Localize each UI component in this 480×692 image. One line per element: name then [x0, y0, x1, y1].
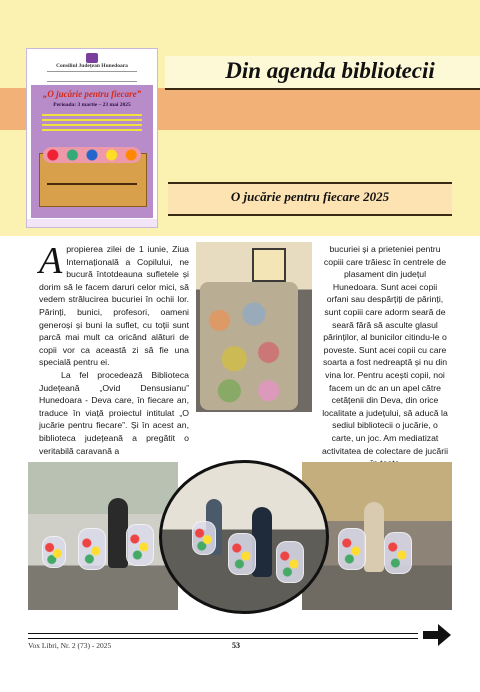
article-title: O jucărie pentru fiecare 2025: [230, 189, 390, 204]
toy-bag: [126, 524, 154, 566]
next-page-arrow-icon[interactable]: [423, 624, 451, 646]
toy-bag: [228, 533, 256, 575]
poster-title: „O jucărie pentru fiecare”: [42, 89, 142, 99]
toy-bag: [384, 532, 412, 574]
toy-bag: [42, 536, 66, 568]
article-paragraph-1: propierea zilei de 1 iunie, Ziua Internațională a Copilului, ne bucură întotdeauna sufletele și dorim să le facem daruri celor mici, să vedem strălucirea bucuriei în ochii lor. Părinți, bunici, profesori, oameni generoși și buni la suflet, cu toții sunt parcă mai mult ca oricând alături de copii vor ca această zi să fie una specială pentru ei.: [39, 244, 189, 368]
poster-org: Consiliul Județean Hunedoara: [56, 63, 128, 69]
photo-strip: [28, 462, 452, 610]
poster-org-lines: [47, 71, 137, 82]
photo-volunteers-left: [28, 462, 178, 610]
drop-cap: A: [39, 240, 63, 282]
photo-collected-toys: [196, 242, 312, 412]
article-column-1: [39, 240, 189, 457]
poster-text-lines: [31, 111, 153, 141]
box-caption-line: [47, 183, 137, 185]
poster-footer: [27, 219, 157, 227]
article-paragraph-2: La fel procedează Biblioteca Județeană „Ovid Densusianu” Hunedoara - Deva care, în fiecare an, traduce în viață proiectul intitulat „O jucărie pentru fiecare”. Și în acest an, biblioteca județeană a pregătit o veritabilă caravană a: [39, 369, 189, 456]
photo-window: [252, 248, 286, 282]
person-figure: [108, 498, 128, 568]
county-crest-icon: [86, 53, 98, 63]
person-figure: [364, 502, 384, 572]
campaign-poster: [26, 48, 158, 228]
footer-rule: [28, 633, 418, 639]
photo-volunteers-center: [159, 460, 329, 614]
toy-bag: [338, 528, 366, 570]
article-column-2: bucuriei și a prieteniei pentru copiii care trăiesc în centrele de plasament din județul Hunedoara. Sunt acei copii orfani sau despărțiți de părinți, sunt copiii care adorm seară de seară fără să asculte glasul părinților, al bunicilor citindu-le o poveste. Sunt acei copii cu care soarta a fost nedreaptă și nu din vina lor. Pentru acești copii, noi facem un dc an un apel către cetățenii din Deva, din orice localitate a județului, să aducă la sediul bibliotecii o jucărie, o carte, un joc. Am mediatizat activitatea de colectare de jucării: [321, 244, 449, 456]
toy-bag: [192, 521, 216, 555]
page-number: 53: [232, 641, 240, 650]
toy-bag: [78, 528, 106, 570]
toys-illustration: [43, 147, 141, 163]
section-title: Din agenda bibliotecii: [225, 58, 435, 83]
toy-bags: [200, 282, 298, 410]
journal-issue: Vox Libri, Nr. 2 (73) - 2025: [28, 641, 112, 650]
poster-period: Perioada: 3 martie – 23 mai 2025: [53, 102, 131, 108]
toy-bag: [276, 541, 304, 583]
